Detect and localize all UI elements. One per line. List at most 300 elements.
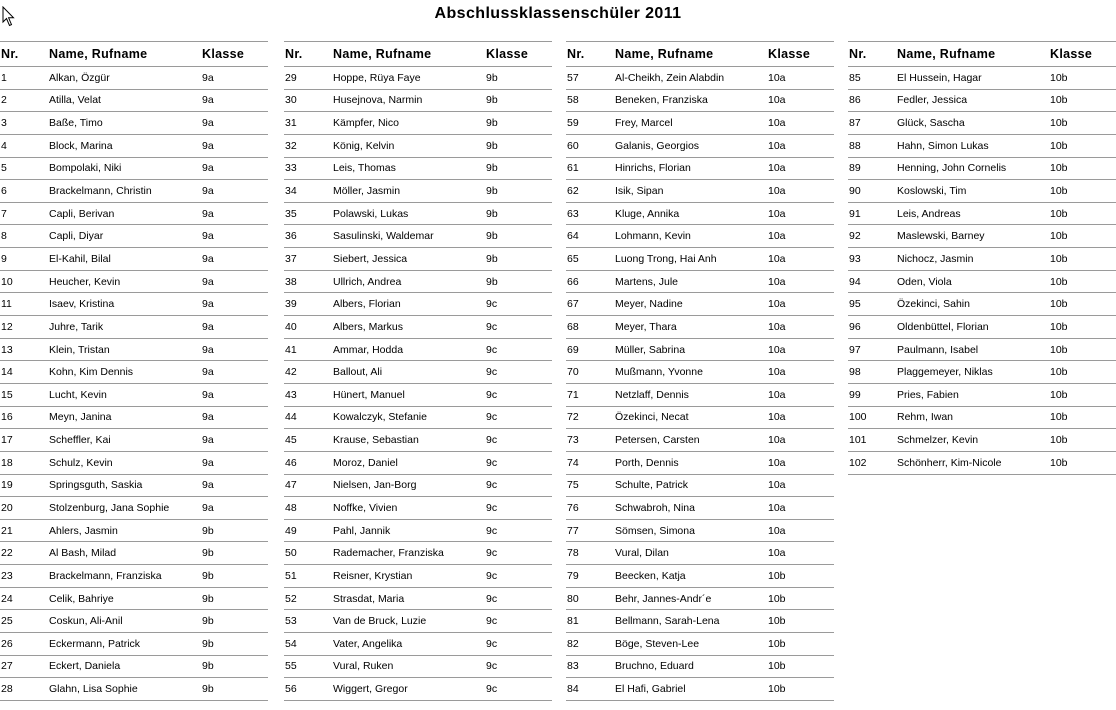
table-row: [566, 542, 834, 565]
cell-name: Schönherr, Kim-Nicole: [897, 456, 1002, 469]
table-row: [848, 271, 1116, 294]
cell-name: Noffke, Vivien: [333, 501, 398, 514]
table-row: [0, 180, 268, 203]
cell-name: Rademacher, Franziska: [333, 547, 444, 560]
cell-klasse: 9c: [486, 637, 498, 650]
cell-name: Albers, Florian: [333, 298, 401, 311]
cell-nr: 43: [285, 388, 297, 401]
cell-nr: 21: [1, 524, 13, 537]
cell-name: Schwabroh, Nina: [615, 501, 695, 514]
table-row: [284, 452, 552, 475]
table-row: [284, 429, 552, 452]
table-row: [0, 339, 268, 362]
cell-name: Alkan, Özgür: [49, 71, 110, 84]
cell-klasse: 9b: [202, 660, 214, 673]
cell-nr: 36: [285, 230, 297, 243]
table-row: [566, 67, 834, 90]
cell-nr: 12: [1, 320, 13, 333]
cell-name: Vural, Ruken: [333, 660, 394, 673]
table-row: [0, 361, 268, 384]
table-row: [566, 384, 834, 407]
table-row: [0, 633, 268, 656]
table-header: [284, 41, 552, 67]
table-row: [0, 293, 268, 316]
cell-klasse: 10a: [768, 207, 786, 220]
cell-nr: 30: [285, 94, 297, 107]
cell-klasse: 9c: [486, 456, 498, 469]
cell-name: Albers, Markus: [333, 320, 404, 333]
cell-name: Schulz, Kevin: [49, 456, 113, 469]
student-table-column-3: [566, 41, 834, 701]
cell-name: Maslewski, Barney: [897, 230, 985, 243]
cell-name: Böge, Steven-Lee: [615, 637, 700, 650]
cell-nr: 64: [567, 230, 579, 243]
cell-nr: 19: [1, 479, 13, 492]
cell-klasse: 10b: [1050, 94, 1068, 107]
cell-name: Mußmann, Yvonne: [615, 366, 703, 379]
cell-nr: 27: [1, 660, 13, 673]
cell-name: Martens, Jule: [615, 275, 679, 288]
table-row: [284, 497, 552, 520]
table-row: [0, 407, 268, 430]
cell-klasse: 9a: [202, 94, 214, 107]
cell-klasse: 9a: [202, 456, 214, 469]
cell-name: Eckermann, Patrick: [49, 637, 141, 650]
table-row: [284, 271, 552, 294]
cell-nr: 79: [567, 569, 579, 582]
cell-name: Özekinci, Sahin: [897, 298, 970, 311]
cell-nr: 46: [285, 456, 297, 469]
cell-name: Sömsen, Simona: [615, 524, 695, 537]
header-nr: Nr.: [849, 47, 867, 61]
cell-klasse: 10a: [768, 185, 786, 198]
cell-name: Beecken, Katja: [615, 569, 686, 582]
cell-name: Porth, Dennis: [615, 456, 679, 469]
table-row: [284, 361, 552, 384]
cell-nr: 83: [567, 660, 579, 673]
cell-nr: 68: [567, 320, 579, 333]
cell-klasse: 9b: [486, 139, 498, 152]
cell-name: Springsguth, Saskia: [49, 479, 143, 492]
cell-name: Frey, Marcel: [615, 117, 673, 130]
cell-name: Reisner, Krystian: [333, 569, 413, 582]
cell-name: Coskun, Ali-Anil: [49, 615, 123, 628]
cell-klasse: 9b: [486, 162, 498, 175]
cell-nr: 102: [849, 456, 867, 469]
cell-klasse: 9c: [486, 320, 498, 333]
cell-nr: 16: [1, 411, 13, 424]
table-row: [848, 316, 1116, 339]
cell-nr: 24: [1, 592, 13, 605]
cell-nr: 84: [567, 683, 579, 696]
cell-nr: 97: [849, 343, 861, 356]
cell-klasse: 10a: [768, 366, 786, 379]
cell-nr: 93: [849, 252, 861, 265]
cell-klasse: 10a: [768, 298, 786, 311]
cell-nr: 25: [1, 615, 13, 628]
cell-klasse: 10a: [768, 411, 786, 424]
cell-nr: 65: [567, 252, 579, 265]
cell-nr: 5: [1, 162, 7, 175]
cell-klasse: 10b: [1050, 320, 1068, 333]
page-title: Abschlussklassenschüler 2011: [434, 5, 682, 22]
table-row: [284, 384, 552, 407]
table-header: [848, 41, 1116, 67]
cell-nr: 9: [1, 252, 7, 265]
cell-nr: 22: [1, 547, 13, 560]
table-row: [566, 407, 834, 430]
table-row: [0, 384, 268, 407]
cell-name: Isik, Sipan: [615, 185, 664, 198]
cell-klasse: 9b: [202, 683, 214, 696]
table-row: [566, 475, 834, 498]
cell-name: Galanis, Georgios: [615, 139, 700, 152]
table-row: [848, 180, 1116, 203]
cell-klasse: 9c: [486, 501, 498, 514]
cell-nr: 14: [1, 366, 13, 379]
table-row: [0, 112, 268, 135]
cell-klasse: 9c: [486, 547, 498, 560]
cell-name: Plaggemeyer, Niklas: [897, 366, 993, 379]
cell-klasse: 10a: [768, 320, 786, 333]
cell-klasse: 9c: [486, 524, 498, 537]
table-row: [848, 339, 1116, 362]
cell-nr: 99: [849, 388, 861, 401]
cell-name: El Hussein, Hagar: [897, 71, 982, 84]
cell-nr: 17: [1, 434, 13, 447]
cell-klasse: 9a: [202, 117, 214, 130]
table-row: [0, 203, 268, 226]
cell-nr: 69: [567, 343, 579, 356]
cell-name: Bellmann, Sarah-Lena: [615, 615, 720, 628]
cell-nr: 33: [285, 162, 297, 175]
table-row: [284, 407, 552, 430]
table-row: [284, 293, 552, 316]
table-row: [566, 610, 834, 633]
table-row: [848, 90, 1116, 113]
table-row: [848, 384, 1116, 407]
table-header: [566, 41, 834, 67]
table-row: [284, 225, 552, 248]
cell-nr: 3: [1, 117, 7, 130]
cell-name: Möller, Jasmin: [333, 185, 401, 198]
cell-name: Husejnova, Narmin: [333, 94, 423, 107]
cell-nr: 56: [285, 683, 297, 696]
table-row: [284, 656, 552, 679]
cell-nr: 23: [1, 569, 13, 582]
cell-klasse: 9a: [202, 139, 214, 152]
cell-klasse: 9a: [202, 434, 214, 447]
cell-klasse: 9c: [486, 343, 498, 356]
cell-klasse: 9c: [486, 411, 498, 424]
cell-name: Lucht, Kevin: [49, 388, 107, 401]
table-row: [284, 248, 552, 271]
cell-nr: 28: [1, 683, 13, 696]
cell-klasse: 10b: [1050, 185, 1068, 198]
table-row: [566, 293, 834, 316]
cell-name: Schmelzer, Kevin: [897, 434, 979, 447]
cell-name: Hinrichs, Florian: [615, 162, 691, 175]
table-row: [0, 248, 268, 271]
cell-name: Glück, Sascha: [897, 117, 965, 130]
cell-klasse: 9a: [202, 230, 214, 243]
cell-klasse: 9b: [202, 569, 214, 582]
cell-klasse: 10b: [768, 637, 786, 650]
cell-nr: 35: [285, 207, 297, 220]
cell-nr: 31: [285, 117, 297, 130]
cell-klasse: 9a: [202, 411, 214, 424]
cell-name: Kämpfer, Nico: [333, 117, 399, 130]
cell-name: Hünert, Manuel: [333, 388, 405, 401]
table-header: [0, 41, 268, 67]
table-row: [0, 67, 268, 90]
cell-klasse: 10a: [768, 547, 786, 560]
cell-klasse: 9c: [486, 660, 498, 673]
cell-nr: 81: [567, 615, 579, 628]
cell-name: Hoppe, Rüya Faye: [333, 71, 421, 84]
cell-nr: 44: [285, 411, 297, 424]
cell-nr: 86: [849, 94, 861, 107]
table-row: [566, 452, 834, 475]
cell-name: Vural, Dilan: [615, 547, 669, 560]
cell-name: Bompolaki, Niki: [49, 162, 122, 175]
cell-nr: 71: [567, 388, 579, 401]
cell-nr: 75: [567, 479, 579, 492]
cell-klasse: 9b: [486, 207, 498, 220]
cell-klasse: 9a: [202, 320, 214, 333]
table-row: [284, 610, 552, 633]
cell-name: El-Kahil, Bilal: [49, 252, 111, 265]
cell-klasse: 10b: [768, 683, 786, 696]
cell-klasse: 9a: [202, 207, 214, 220]
cell-klasse: 9c: [486, 683, 498, 696]
cell-nr: 92: [849, 230, 861, 243]
cell-klasse: 10a: [768, 479, 786, 492]
student-table-column-1: [0, 41, 268, 701]
cell-klasse: 9a: [202, 343, 214, 356]
cell-klasse: 10b: [1050, 411, 1068, 424]
table-row: [0, 225, 268, 248]
cell-klasse: 10b: [1050, 71, 1068, 84]
cell-name: Meyer, Nadine: [615, 298, 683, 311]
cell-klasse: 10b: [1050, 275, 1068, 288]
cell-klasse: 9c: [486, 388, 498, 401]
cell-klasse: 10a: [768, 388, 786, 401]
cell-name: Meyn, Janina: [49, 411, 112, 424]
table-row: [0, 316, 268, 339]
cell-name: Ballout, Ali: [333, 366, 383, 379]
table-row: [848, 225, 1116, 248]
cell-name: Al-Cheikh, Zein Alabdin: [615, 71, 725, 84]
cell-nr: 26: [1, 637, 13, 650]
cell-klasse: 9c: [486, 479, 498, 492]
cell-nr: 73: [567, 434, 579, 447]
table-row: [566, 339, 834, 362]
table-row: [566, 112, 834, 135]
cell-name: Oldenbüttel, Florian: [897, 320, 989, 333]
cell-nr: 45: [285, 434, 297, 447]
table-row: [566, 225, 834, 248]
table-row: [566, 588, 834, 611]
cell-klasse: 10a: [768, 252, 786, 265]
cell-nr: 52: [285, 592, 297, 605]
cell-klasse: 10b: [1050, 117, 1068, 130]
table-row: [566, 203, 834, 226]
cell-nr: 37: [285, 252, 297, 265]
table-row: [566, 271, 834, 294]
cell-name: Heucher, Kevin: [49, 275, 121, 288]
cell-name: Netzlaff, Dennis: [615, 388, 689, 401]
cell-name: Bruchno, Eduard: [615, 660, 694, 673]
cell-name: Oden, Viola: [897, 275, 952, 288]
table-row: [0, 271, 268, 294]
cell-nr: 7: [1, 207, 7, 220]
cell-nr: 4: [1, 139, 7, 152]
cell-nr: 80: [567, 592, 579, 605]
cell-nr: 94: [849, 275, 861, 288]
cell-name: Meyer, Thara: [615, 320, 677, 333]
cell-nr: 38: [285, 275, 297, 288]
table-row: [284, 678, 552, 701]
table-row: [566, 633, 834, 656]
cell-nr: 13: [1, 343, 13, 356]
cell-name: Celik, Bahriye: [49, 592, 114, 605]
cell-nr: 72: [567, 411, 579, 424]
table-row: [566, 316, 834, 339]
cell-nr: 18: [1, 456, 13, 469]
cell-name: Brackelmann, Christin: [49, 185, 152, 198]
cell-name: Eckert, Daniela: [49, 660, 121, 673]
table-row: [0, 610, 268, 633]
header-klasse: Klasse: [768, 47, 811, 61]
cell-nr: 11: [1, 298, 12, 311]
cell-klasse: 9b: [202, 615, 214, 628]
table-row: [0, 429, 268, 452]
header-name: Name, Rufname: [897, 47, 996, 61]
table-row: [848, 248, 1116, 271]
cell-name: Block, Marina: [49, 139, 113, 152]
table-row: [848, 203, 1116, 226]
cell-nr: 78: [567, 547, 579, 560]
cell-name: Leis, Thomas: [333, 162, 396, 175]
table-row: [0, 90, 268, 113]
cell-name: Ullrich, Andrea: [333, 275, 402, 288]
cell-nr: 89: [849, 162, 861, 175]
cell-nr: 20: [1, 501, 13, 514]
cell-klasse: 9a: [202, 388, 214, 401]
cell-name: Polawski, Lukas: [333, 207, 409, 220]
cell-name: Sasulinski, Waldemar: [333, 230, 434, 243]
table-row: [284, 565, 552, 588]
cell-klasse: 9a: [202, 298, 214, 311]
cell-name: Paulmann, Isabel: [897, 343, 979, 356]
cell-name: Schulte, Patrick: [615, 479, 688, 492]
cell-name: Fedler, Jessica: [897, 94, 968, 107]
cell-nr: 90: [849, 185, 861, 198]
cell-name: Vater, Angelika: [333, 637, 403, 650]
cell-nr: 62: [567, 185, 579, 198]
cell-nr: 29: [285, 71, 297, 84]
header-nr: Nr.: [1, 47, 19, 61]
table-row: [566, 497, 834, 520]
cell-name: Krause, Sebastian: [333, 434, 419, 447]
cell-nr: 74: [567, 456, 579, 469]
cell-nr: 101: [849, 434, 867, 447]
cell-name: Ammar, Hodda: [333, 343, 404, 356]
header-klasse: Klasse: [1050, 47, 1093, 61]
table-row: [0, 542, 268, 565]
cell-name: Luong Trong, Hai Anh: [615, 252, 717, 265]
cell-klasse: 10a: [768, 501, 786, 514]
table-row: [284, 339, 552, 362]
cell-klasse: 9a: [202, 162, 214, 175]
header-nr: Nr.: [285, 47, 303, 61]
cell-nr: 50: [285, 547, 297, 560]
cell-name: Ahlers, Jasmin: [49, 524, 118, 537]
cell-klasse: 10b: [1050, 139, 1068, 152]
cell-nr: 10: [1, 275, 13, 288]
cell-klasse: 9c: [486, 615, 498, 628]
cell-klasse: 9a: [202, 252, 214, 265]
cell-nr: 82: [567, 637, 579, 650]
cell-name: Brackelmann, Franziska: [49, 569, 162, 582]
cell-name: Rehm, Iwan: [897, 411, 954, 424]
table-row: [848, 135, 1116, 158]
header-name: Name, Rufname: [615, 47, 714, 61]
cell-name: Glahn, Lisa Sophie: [49, 683, 138, 696]
table-row: [848, 407, 1116, 430]
cell-klasse: 10a: [768, 434, 786, 447]
cell-nr: 55: [285, 660, 297, 673]
cell-name: Wiggert, Gregor: [333, 683, 408, 696]
cell-nr: 39: [285, 298, 297, 311]
cell-name: Behr, Jannes-Andr´e: [615, 592, 712, 605]
cell-klasse: 10b: [1050, 207, 1068, 220]
cell-klasse: 9a: [202, 479, 214, 492]
cell-nr: 53: [285, 615, 297, 628]
table-row: [566, 158, 834, 181]
table-row: [284, 542, 552, 565]
cell-klasse: 9b: [486, 275, 498, 288]
cell-klasse: 9c: [486, 434, 498, 447]
table-row: [848, 452, 1116, 475]
cell-klasse: 10a: [768, 275, 786, 288]
cell-klasse: 10a: [768, 456, 786, 469]
header-nr: Nr.: [567, 47, 585, 61]
cell-nr: 49: [285, 524, 297, 537]
cell-klasse: 9a: [202, 501, 214, 514]
cell-name: König, Kelvin: [333, 139, 395, 152]
cell-name: Klein, Tristan: [49, 343, 110, 356]
table-row: [284, 203, 552, 226]
cell-nr: 60: [567, 139, 579, 152]
cell-nr: 58: [567, 94, 579, 107]
cell-klasse: 10a: [768, 343, 786, 356]
cell-name: Pahl, Jannik: [333, 524, 391, 537]
cell-nr: 66: [567, 275, 579, 288]
cell-name: Özekinci, Necat: [615, 411, 689, 424]
table-row: [284, 158, 552, 181]
cell-klasse: 10b: [1050, 388, 1068, 401]
cell-nr: 76: [567, 501, 579, 514]
cell-nr: 95: [849, 298, 861, 311]
table-row: [848, 158, 1116, 181]
cell-name: Moroz, Daniel: [333, 456, 398, 469]
header-name: Name, Rufname: [49, 47, 148, 61]
cell-nr: 59: [567, 117, 579, 130]
cell-name: Petersen, Carsten: [615, 434, 700, 447]
student-table-column-4: [848, 41, 1116, 475]
